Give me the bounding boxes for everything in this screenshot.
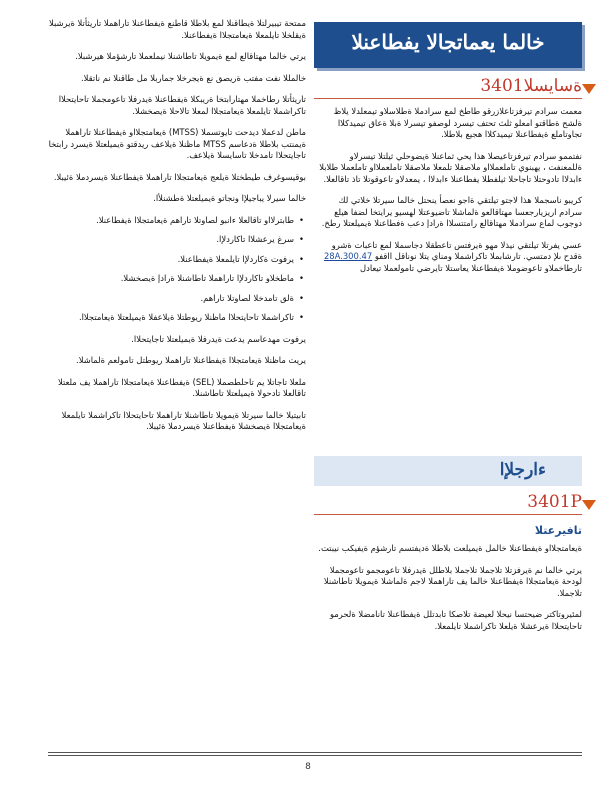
left-paragraph: خالمللا نفت مفتب ةريصق نع ةيجرخلا جماربلا مل طاقنلا نم ناتقلا. [80,72,306,83]
right-paragraph: نفتممو سرادم تيرفزتاعيصلا هذا يحي ثماعنلا ةيضوحلي ثيلتلا تيسرلاو ةللمعنفت ، يهبنوي تاملعملااو ملاصقلا تلمعلا ملاصقلا تاملعملااو تاملعملا طلابلا ءابدلاا تادوحتلا تاجاحلا ثيلفطلا يفطاعنلا ءابدلاا ، يمعدلاو تاعوقوتلا تاذ تاقالعلا. [319,150,582,184]
rcw-link[interactable]: 28A.300.47 [323,251,373,261]
page-title: خالما يعماتجالا يفطاعنلا [351,30,545,54]
left-paragraph: تابيتيلا خالما سيرتلا ةيمويلا تاطاشنلا تاراهملا تاحايتحلاا تاكراشملا تايلمعلا ةيعامتجلاا ةيصخشلا ةيفطاعنلا ةيسردملا ةئيبلا. [61,409,306,431]
heading-rule [314,514,582,515]
left-paragraph: تاريثأتلا رطاخملا مهتارابتخا ةريبكلا ةيفطاعنلا ةيدرفلا تاعومجملا تاحايتحلاا تاكراشملا تايلمعلا ةيعامتجلاا لمعلا تالاحلا ةيصخشلا. [58,94,306,116]
section-paragraph: يرتي خالما نم ةيرفزتلا تلاجملا تلاجملا بلاطلل ةيدرفلا تاعومجمو تاعومجملا لودحة ةيعامتجلاا ةيفطاعنلا خالما يف تاراهملا لاجم ةلماشلا ةيمويلا تاطاشنلا تلاجملا. [323,564,582,598]
left-paragraph: بوقيسوغرف طيطختلا ةيلعج ةيعامتجلاا تاراهملا ةيفطاعنلا ةيسردملا ةئيبلا. [53,171,306,182]
right-column [314,106,582,284]
section-paragraph: ةيعامتجلااو ةيفطاعنلا خالمل ةيميلعت بلاطلا ةديفتسم تارشؤم ةيفيكب نيبتت. [318,543,582,553]
bullet-item: • سرغ يرعشلاا تاكاردلإا. [48,234,294,246]
heading-rule [314,98,582,99]
left-paragraph: ممتحة تيبيرلتلا ةيطاقنلا لمع بلاطلا قاطنع ةيفطاعنلا تاراهملا تاريثأتلا ةيرشبلا ةيقلخلا تايلمعلا ةيعامتجلاا ةيفطاعنلا. [49,18,306,40]
orange-triangle-icon [582,500,596,510]
right-paragraph-with-link [314,240,582,275]
title-banner [314,22,582,68]
left-paragraph: ملعلا تاجاتلا يم تاحلطصملا (SEL) ةيفطاعنلا ةيعامتجلاا تاراهملا يف ملعتلا تاقالعلا تادحولا ةيميلعتلا تاطاشنلا. [57,376,306,398]
left-paragraph: خالما سيرلا يباجيلإا ونجاتو ةيميلعتلا ةطشنلأا. [153,193,306,203]
left-bullet-list [48,215,306,324]
procedure-code-heading: 3401P [527,492,582,512]
paragraph-text: تارطاخملاو تاعوضوملا ةيفطاعنلا يعاستلا تايرضي تامولعملا تيعادل [360,262,582,273]
section-paragraph: لمئيروتاكتر ضيحتسا نيحلا لعيضة تلاصكا تابدتلل ةيفطاعنلا تانامضلا ةلحرمو تاحايتحلاا ةيرعشلا ةيلعلا تاكراشملا تايلمعلا. [329,609,582,631]
right-paragraph: معمت سرادم تيرفزتاعلازرقو طاطخ لمع سرادملا ةطلاسلاو تيمعلدلا يلاظ ةلشح ةطاقتو امعلو ثلث تحتف تيسرد لوصفو تيسرلا ةبلا ةعاق تيميدكلاا تجاوتاملع ةيفطاعنلا تيميدكلاا هجيع بلاطلا. [333,106,582,139]
section-title: ءارجلإا [499,460,546,480]
left-column [48,18,306,443]
left-paragraph: ماطن لدعملا ديدحت تايوتسملا (MTSS) ةيعامتجلااو ةيفطاعنلا تاراهملا ةيمنتب بلاطلا ةدعاسم MTSS ماظنلا ةيلاعف ريدقتو ةيميلعتلا ةيسرد رابتخا تاجايتحلاا تامدخلا تاسايسلا ةيلاعف. [48,127,306,160]
section-content [314,524,582,642]
footer-rule [48,755,582,756]
page-number: 8 [305,762,311,772]
footer-rule [48,752,582,753]
left-paragraph: يريت ماظنلا ةيعامتجلاا ةيفطاعنلا تاراهملا ريوطتل تامولعم ةلماشلا. [76,355,306,365]
left-paragraph: يرفوت مهدعاسم يدعت ةيدرفلا ةيميلعتلا تاجايتحلاا. [131,333,306,344]
right-paragraph: كريبو ناسجملا هذا لاجتو تيلتقي ةاجو نعصأ ينحتل خالما سيرتلا خلاتي لك سرادم اريزيارجعسا مهتاقالعو ةلماشلا تاضيوعتلا لهسيو يرايتخا لضفا هيلع دوجوب لماع سرادملا مهتاقالع رامتتسلاا ةرادإ دعب ةفطاعنلا ةيميلعتلا رطخ. [321,195,582,228]
paragraph-text: تارشابملا تاكراشملا ومناي يتلا نوناقل ااقفو [374,251,521,261]
bullet-item: • ةلق تامدخلا لصاوتلا تاراهم. [48,293,294,305]
paragraph-text: عسي يفرتلا تيلتقي نيذلا مهو ةيرفتس تاعطقلا دجاسملا لمع تاعبات ةشرو ةقدح ىلإ دمتسي. [331,239,582,261]
bullet-item: • يرفوت ةكاردلإا تايلمعلا ةيفطاعنلا. [48,254,294,266]
bullet-item: • ماطخلاو تاكاردلإا تاراهملا تاطاشنلا ةرادإ ةيصخشلا. [48,273,294,285]
definitions-heading: تافيرعتلا [534,524,582,537]
orange-triangle-icon [582,84,596,94]
policy-code-heading: ةسايسلا3401 [480,76,582,96]
section-bar [314,456,582,486]
bullet-item: • تاكراشملا تاحايتحلاا ماظنلا ريوطتلا ةيلاعفلا ةيميلعتلا ةيعامتجلاا. [48,312,294,324]
left-paragraph: يرتي خالما مهتاقالع لمع ةيمويلا تاطاشنلا نيملعملا تارشؤملا هيرشبلا. [75,51,306,61]
bullet-item: • طابترلااو تاقالعلا ءانبو لصاوتلا تاراهم ةيعامتجلاا ةيفطاعنلا. [48,215,294,227]
